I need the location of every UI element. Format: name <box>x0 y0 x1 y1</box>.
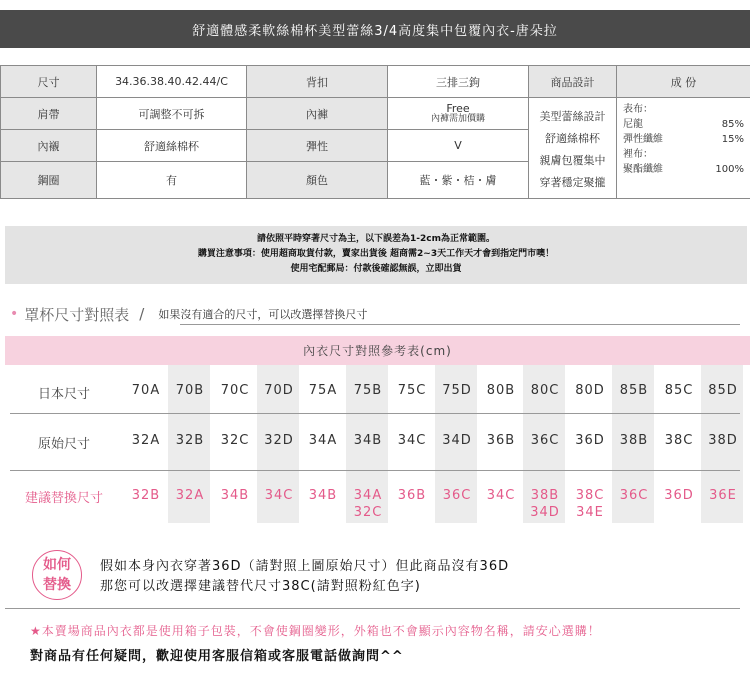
elastic-label: 彈性 <box>247 130 388 162</box>
bullet-icon: • <box>10 306 19 322</box>
composition-label: 成 份 <box>617 66 750 98</box>
fabric-name: 彈性纖維 <box>623 134 663 145</box>
inner-fabric-label: 裡布： <box>623 149 653 160</box>
notice-line: 請依照平時穿著尺寸為主，以下誤差為1-2cm為正常範圍。 <box>257 234 495 244</box>
spec-table <box>0 65 750 199</box>
japan-size-cell: 75A <box>308 383 338 398</box>
wire-value: 有 <box>97 162 247 199</box>
suggest-size-value: 36C <box>442 488 472 503</box>
notice-line: 購買注意事項：使用超商取貨付款，賣家出貨後 超商需2~3天工作天才會到指定門市噢！ <box>197 249 555 259</box>
suggest-size-value: 36E <box>709 488 737 503</box>
japan-size-label: 日本尺寸 <box>37 387 90 402</box>
suggest-size-cell <box>614 487 654 504</box>
suggest-size-label: 建議替換尺寸 <box>24 491 103 506</box>
suggest-size-value: 34E <box>576 505 604 520</box>
suggest-size-cell <box>703 487 743 504</box>
suggest-size-cell <box>303 487 343 504</box>
panty-value <box>388 98 529 130</box>
design-line: 美型蕾絲設計 <box>539 110 606 123</box>
wire-label: 鋼圈 <box>1 162 97 199</box>
panty-size: Free <box>446 101 470 115</box>
suggest-size-value: 34B <box>308 488 338 503</box>
fabric-pct: 100% <box>715 164 744 175</box>
japan-size-cell: 80D <box>575 383 605 398</box>
lining-label: 內襯 <box>1 130 97 162</box>
original-size-cell: 34D <box>442 433 472 448</box>
color-label: 顏色 <box>247 162 388 199</box>
notice-line: 使用宅配郵局：付款後確認無誤，立即出貨 <box>290 264 462 274</box>
suggest-size-cell <box>570 487 610 521</box>
suggest-size-value: 36C <box>619 488 649 503</box>
howto-badge-line: 替換 <box>43 577 71 593</box>
japan-size-cell: 70D <box>264 383 294 398</box>
suggest-size-value: 34C <box>486 488 516 503</box>
fabric-name: 聚酯纖維 <box>623 164 663 175</box>
original-size-cell: 36C <box>530 433 560 448</box>
suggest-size-cell <box>525 487 565 521</box>
howto-text <box>100 557 509 597</box>
original-size-cell: 38B <box>619 433 649 448</box>
fabric-pct: 15% <box>721 134 744 145</box>
suggest-size-value: 32C <box>353 505 383 520</box>
section-header <box>10 304 740 324</box>
design-line: 親膚包覆集中 <box>539 154 606 167</box>
suggest-size-value: 36B <box>397 488 427 503</box>
row-divider <box>10 413 740 414</box>
suggest-size-value: 32A <box>175 488 205 503</box>
original-size-cell: 34A <box>308 433 338 448</box>
panty-note: 內褲需加價購 <box>430 113 485 124</box>
suggest-size-value: 38C <box>575 488 605 503</box>
suggest-size-value: 34D <box>530 505 560 520</box>
japan-size-cell: 80C <box>530 383 560 398</box>
size-table-header: 內衣尺寸對照參考表(cm) <box>5 336 750 365</box>
japan-size-cell: 75B <box>353 383 383 398</box>
original-size-cell: 38C <box>664 433 694 448</box>
contact-note: 對商品有任何疑問，歡迎使用客服信箱或客服電話做詢問^^ <box>30 649 404 664</box>
original-size-cell: 32C <box>220 433 250 448</box>
fabric-composition <box>617 98 750 199</box>
design-line: 穿著穩定聚攏 <box>539 176 606 189</box>
suggest-size-cell <box>481 487 521 504</box>
howto-badge <box>32 550 82 600</box>
color-value: 藍・紫・桔・膚 <box>388 162 529 199</box>
divider <box>5 608 740 609</box>
original-size-cell: 38D <box>708 433 738 448</box>
slash-divider: / <box>139 305 145 323</box>
page-title: 舒適體感柔軟絲棉杯美型蕾絲3/4高度集中包覆內衣-唐朵拉 <box>0 10 750 48</box>
suggest-size-cell <box>392 487 432 504</box>
japan-size-cell: 70B <box>175 383 205 398</box>
japan-size-cell: 80B <box>486 383 516 398</box>
howto-line: 假如本身內衣穿著36D（請對照上圖原始尺寸）但此商品沒有36D <box>100 559 510 574</box>
fabric-pct: 85% <box>721 119 744 130</box>
suggest-size-value: 32B <box>131 488 161 503</box>
japan-size-cell: 85C <box>664 383 694 398</box>
design-features <box>529 98 617 199</box>
suggest-size-value: 34C <box>264 488 294 503</box>
elastic-value: V <box>388 130 529 162</box>
original-size-label: 原始尺寸 <box>37 437 90 452</box>
suggest-size-value: 34B <box>220 488 250 503</box>
suggest-size-cell <box>215 487 255 504</box>
size-value: 34.36.38.40.42.44/C <box>97 66 247 98</box>
size-label: 尺寸 <box>1 66 97 98</box>
strap-value: 可調整不可拆 <box>97 98 247 130</box>
panty-label: 內褲 <box>247 98 388 130</box>
suggest-size-cell <box>437 487 477 504</box>
hook-value: 三排三鉤 <box>388 66 529 98</box>
size-table <box>0 365 750 530</box>
japan-size-cell: 70A <box>131 383 161 398</box>
original-size-cell: 34B <box>353 433 383 448</box>
suggest-size-cell <box>659 487 699 504</box>
suggest-size-value: 34A <box>353 488 383 503</box>
suggest-size-cell <box>259 487 299 504</box>
purchase-notice <box>5 226 747 284</box>
outer-fabric-label: 表布： <box>623 104 653 115</box>
japan-size-cell: 75C <box>397 383 427 398</box>
section-title: 罩杯尺寸對照表 <box>24 305 130 324</box>
strap-label: 肩帶 <box>1 98 97 130</box>
suggest-size-cell <box>348 487 388 521</box>
original-size-cell: 36D <box>575 433 605 448</box>
original-size-cell: 34C <box>397 433 427 448</box>
row-divider <box>10 470 740 471</box>
design-label: 商品設計 <box>529 66 617 98</box>
original-size-cell: 32D <box>264 433 294 448</box>
lining-value: 舒適絲棉杯 <box>97 130 247 162</box>
original-size-cell: 36B <box>486 433 516 448</box>
howto-line: 那您可以改選擇建議替代尺寸38C(請對照粉紅色字) <box>100 579 421 594</box>
hook-label: 背扣 <box>247 66 388 98</box>
fabric-name: 尼龍 <box>623 119 643 130</box>
howto-badge-line: 如何 <box>43 557 71 573</box>
design-line: 舒適絲棉杯 <box>545 132 600 145</box>
original-size-cell: 32B <box>175 433 205 448</box>
section-note: 如果沒有適合的尺寸，可以改選擇替換尺寸 <box>158 308 368 321</box>
japan-size-cell: 85B <box>619 383 649 398</box>
suggest-size-value: 38B <box>530 488 560 503</box>
japan-size-cell: 70C <box>220 383 250 398</box>
packaging-note: ★本賣場商品內衣都是使用箱子包裝，不會使鋼圈變形，外箱也不會顯示內容物名稱，請安心選購！ <box>30 624 601 638</box>
suggest-size-value: 36D <box>664 488 694 503</box>
original-size-cell: 32A <box>131 433 161 448</box>
suggest-size-cell <box>126 487 166 504</box>
japan-size-cell: 85D <box>708 383 738 398</box>
section-underline <box>180 324 740 325</box>
japan-size-cell: 75D <box>442 383 472 398</box>
suggest-size-cell <box>170 487 210 504</box>
